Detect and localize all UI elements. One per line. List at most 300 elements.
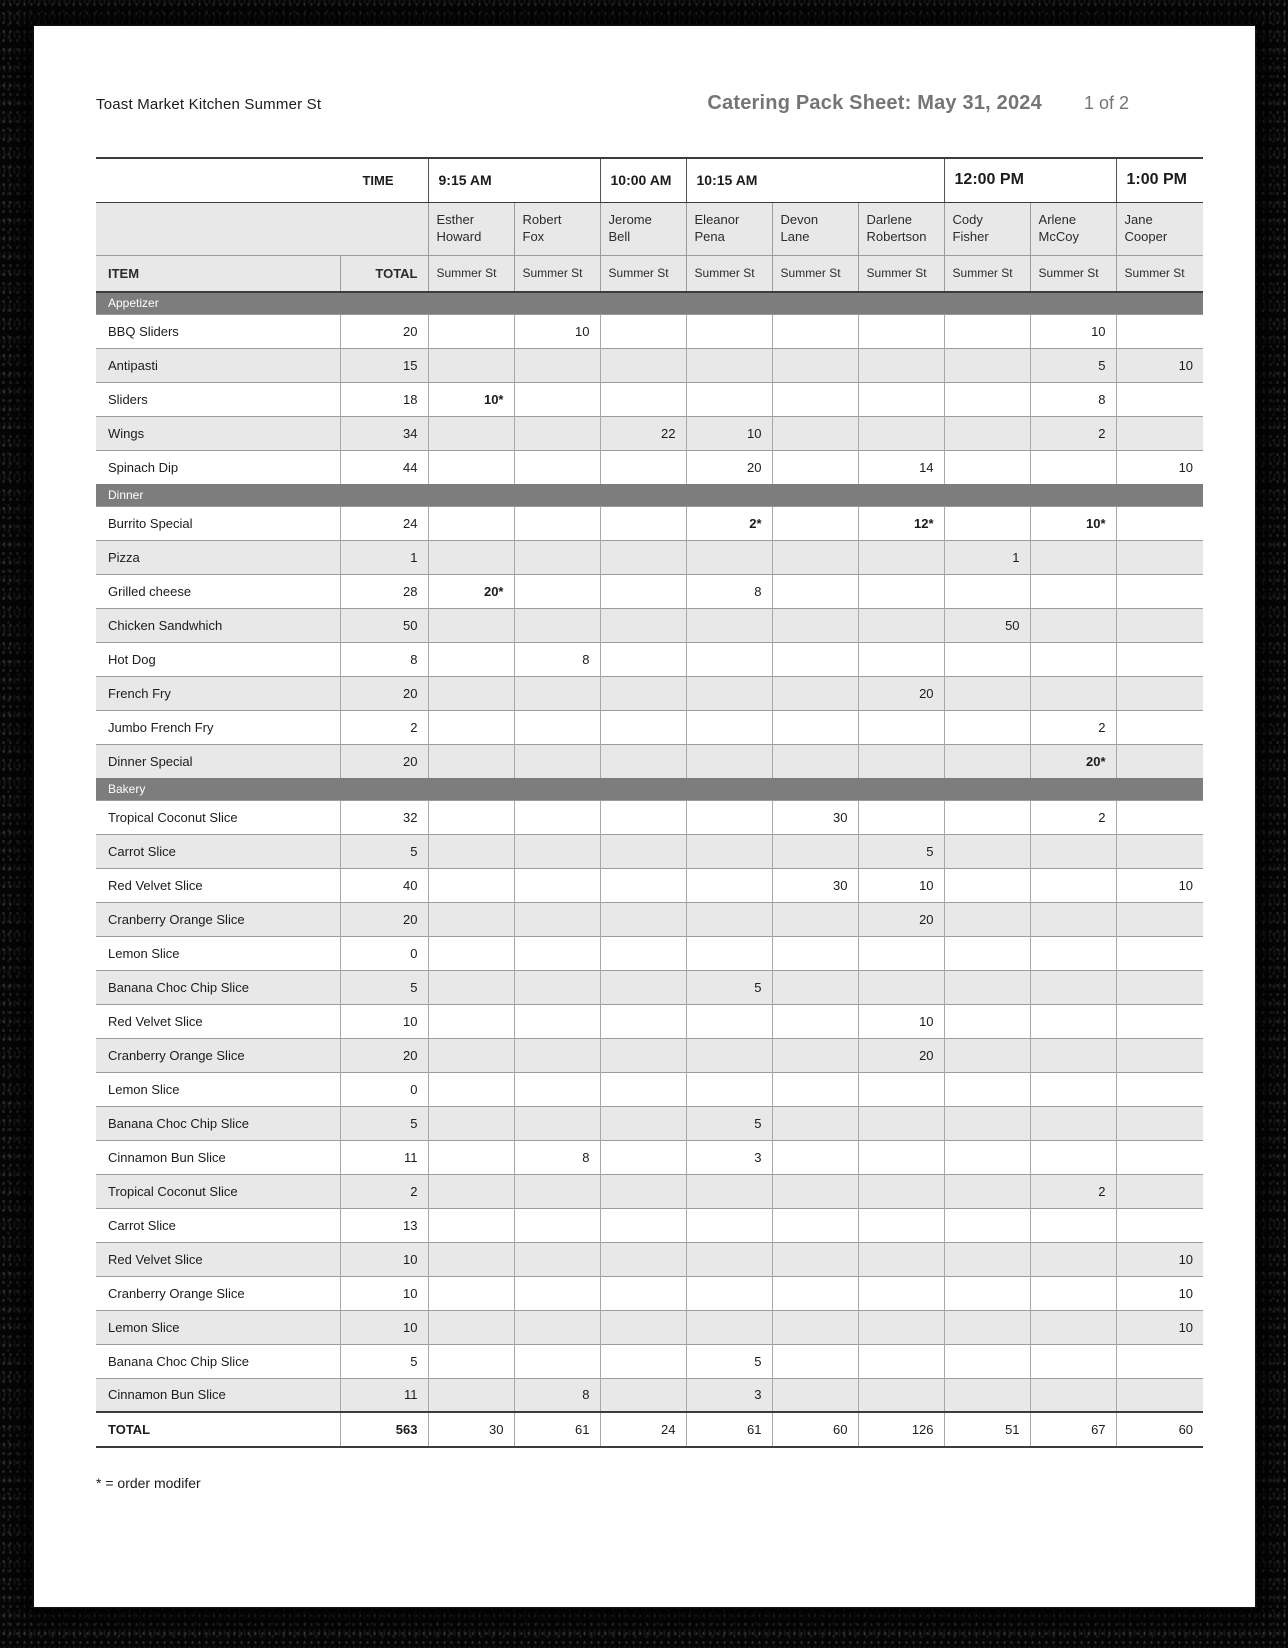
qty-cell [1030,608,1116,642]
qty-cell [944,902,1030,936]
total-column-header: TOTAL [340,255,428,292]
location-header: Summer St [428,255,514,292]
qty-cell [858,800,944,834]
qty-cell [1030,642,1116,676]
item-name-cell: Cranberry Orange Slice [96,1038,340,1072]
item-row [96,382,1203,416]
qty-cell [944,1276,1030,1310]
qty-cell: 10 [1116,868,1203,902]
qty-cell [600,902,686,936]
qty-cell [772,1072,858,1106]
qty-cell [1116,676,1203,710]
item-row [96,834,1203,868]
item-column-header: ITEM [96,255,340,292]
qty-cell [1030,1208,1116,1242]
guest-last-name: McCoy [1038,228,1079,244]
qty-cell [944,1004,1030,1038]
qty-cell: 3 [686,1378,772,1412]
qty-cell [428,506,514,540]
qty-cell [772,1378,858,1412]
qty-cell [514,1208,600,1242]
qty-cell [944,1344,1030,1378]
qty-cell [1030,1072,1116,1106]
qty-cell [772,416,858,450]
item-total-cell: 20 [340,676,428,710]
qty-cell [514,1310,600,1344]
qty-cell [600,676,686,710]
qty-cell [858,1378,944,1412]
guest-first-name: Cody [952,211,983,227]
qty-cell: 22 [600,416,686,450]
qty-cell [514,1004,600,1038]
item-name-cell: Grilled cheese [96,574,340,608]
location-header: Summer St [686,255,772,292]
item-name-cell: Red Velvet Slice [96,868,340,902]
guest-name [686,202,772,255]
qty-cell [1116,1140,1203,1174]
qty-cell: 10 [1116,1310,1203,1344]
qty-cell: 10 [1116,1242,1203,1276]
qty-cell [514,936,600,970]
qty-cell [858,1344,944,1378]
item-name-cell: Red Velvet Slice [96,1242,340,1276]
qty-cell [686,540,772,574]
modifier-footnote: * = order modifer [96,1475,201,1491]
document-page [34,26,1255,1607]
guest-name [772,202,858,255]
qty-cell [858,1106,944,1140]
page-header [96,92,1129,115]
qty-cell [686,1310,772,1344]
qty-cell [600,1378,686,1412]
location-header: Summer St [1116,255,1203,292]
qty-cell: 14 [858,450,944,484]
item-name-cell: French Fry [96,676,340,710]
qty-cell [428,676,514,710]
qty-cell [686,382,772,416]
guest-name [514,202,600,255]
guest-name [1030,202,1116,255]
qty-cell [514,1276,600,1310]
qty-cell: 30 [772,800,858,834]
qty-cell [428,314,514,348]
item-row [96,1174,1203,1208]
time-row [96,158,1203,202]
qty-cell [600,314,686,348]
location-header: Summer St [772,255,858,292]
qty-cell [772,642,858,676]
qty-cell [1116,1378,1203,1412]
qty-cell [772,1140,858,1174]
qty-cell [600,348,686,382]
section-name: Appetizer [96,292,1203,314]
qty-cell [1116,574,1203,608]
qty-cell [1030,868,1116,902]
qty-cell: 8 [514,1378,600,1412]
qty-cell [514,382,600,416]
qty-cell [858,710,944,744]
item-row [96,348,1203,382]
qty-cell: 50 [944,608,1030,642]
qty-cell [944,348,1030,382]
item-row [96,1242,1203,1276]
guest-first-name: Darlene [866,211,913,227]
qty-cell [944,834,1030,868]
qty-cell [428,834,514,868]
guest-first-name: Devon [780,211,819,227]
column-total-cell: 30 [428,1412,514,1447]
time-slot: 9:15 AM [428,158,600,202]
qty-cell: 20 [858,1038,944,1072]
qty-cell [428,1072,514,1106]
qty-cell [514,608,600,642]
qty-cell [1030,1310,1116,1344]
guest-first-name: Robert [522,211,562,227]
qty-cell [772,1276,858,1310]
item-row [96,936,1203,970]
qty-cell: 20 [686,450,772,484]
qty-cell [428,1344,514,1378]
section-name: Dinner [96,484,1203,506]
qty-cell [1116,970,1203,1004]
qty-cell [428,744,514,778]
item-name-cell: Lemon Slice [96,1072,340,1106]
qty-cell: 10* [1030,506,1116,540]
item-row [96,608,1203,642]
qty-cell [686,936,772,970]
qty-cell [686,1276,772,1310]
qty-cell [944,1208,1030,1242]
qty-cell [772,834,858,868]
qty-cell [428,1208,514,1242]
qty-cell [772,506,858,540]
column-total-cell: 60 [772,1412,858,1447]
qty-cell [772,382,858,416]
qty-cell [1030,1106,1116,1140]
item-row [96,1038,1203,1072]
qty-cell [772,1344,858,1378]
qty-cell [514,506,600,540]
guest-last-name: Robertson [866,228,927,244]
qty-cell [686,1038,772,1072]
location-header: Summer St [858,255,944,292]
qty-cell [772,1038,858,1072]
qty-cell [428,902,514,936]
item-total-cell: 5 [340,1344,428,1378]
qty-cell [858,1072,944,1106]
qty-cell [944,1378,1030,1412]
item-row [96,800,1203,834]
qty-cell [772,676,858,710]
page-number: 1 of 2 [1083,93,1129,113]
item-name-cell: Cinnamon Bun Slice [96,1378,340,1412]
guest-first-name: Jerome [608,211,652,227]
item-row [96,1106,1203,1140]
qty-cell [772,970,858,1004]
qty-cell [428,1038,514,1072]
qty-cell [944,936,1030,970]
qty-cell [600,382,686,416]
qty-cell: 20 [858,676,944,710]
qty-cell [600,710,686,744]
qty-cell [858,744,944,778]
item-total-cell: 13 [340,1208,428,1242]
item-name-cell: Dinner Special [96,744,340,778]
qty-cell [428,1004,514,1038]
qty-cell [944,506,1030,540]
qty-cell [858,1208,944,1242]
qty-cell [772,450,858,484]
qty-cell [600,1106,686,1140]
column-header-row [96,255,1203,292]
qty-cell [514,1242,600,1276]
qty-cell [428,1378,514,1412]
qty-cell: 20* [1030,744,1116,778]
names-row-spacer [96,202,428,255]
item-total-cell: 5 [340,970,428,1004]
qty-cell [772,1004,858,1038]
qty-cell [944,710,1030,744]
item-row [96,416,1203,450]
qty-cell [858,936,944,970]
item-total-cell: 32 [340,800,428,834]
qty-cell [428,868,514,902]
item-name-cell: Cranberry Orange Slice [96,902,340,936]
section-header-row [96,484,1203,506]
item-row [96,710,1203,744]
qty-cell [686,314,772,348]
qty-cell [514,710,600,744]
qty-cell [772,540,858,574]
qty-cell [514,834,600,868]
qty-cell [514,970,600,1004]
location-header: Summer St [944,255,1030,292]
grand-total-row [96,1412,1203,1447]
qty-cell [686,1004,772,1038]
section-name: Bakery [96,778,1203,800]
item-total-cell: 20 [340,744,428,778]
qty-cell [1116,1344,1203,1378]
qty-cell [858,314,944,348]
item-total-cell: 15 [340,348,428,382]
item-total-cell: 40 [340,868,428,902]
qty-cell [686,902,772,936]
qty-cell [1116,1004,1203,1038]
qty-cell [944,970,1030,1004]
qty-cell [944,800,1030,834]
item-row [96,642,1203,676]
guest-last-name: Fox [522,228,545,244]
qty-cell: 1 [944,540,1030,574]
qty-cell: 10 [514,314,600,348]
qty-cell [1116,1072,1203,1106]
item-row [96,1310,1203,1344]
qty-cell [514,1344,600,1378]
qty-cell [514,574,600,608]
item-name-cell: Wings [96,416,340,450]
qty-cell [514,1072,600,1106]
qty-cell [686,676,772,710]
qty-cell [600,506,686,540]
qty-cell [1116,540,1203,574]
qty-cell [1030,1344,1116,1378]
grand-total-sum: 563 [340,1412,428,1447]
qty-cell [1030,970,1116,1004]
item-name-cell: Hot Dog [96,642,340,676]
qty-cell [1116,902,1203,936]
qty-cell [772,1242,858,1276]
guest-name [428,202,514,255]
qty-cell: 5 [858,834,944,868]
qty-cell [1116,710,1203,744]
item-name-cell: Banana Choc Chip Slice [96,1344,340,1378]
qty-cell [1030,540,1116,574]
qty-cell [772,574,858,608]
column-total-cell: 60 [1116,1412,1203,1447]
qty-cell [1030,450,1116,484]
qty-cell [1030,834,1116,868]
item-name-cell: Carrot Slice [96,1208,340,1242]
qty-cell [858,1242,944,1276]
qty-cell: 8 [514,1140,600,1174]
time-slot: 12:00 PM [944,158,1116,202]
guest-last-name: Cooper [1124,228,1168,244]
item-total-cell: 34 [340,416,428,450]
item-name-cell: Cranberry Orange Slice [96,1276,340,1310]
item-total-cell: 2 [340,710,428,744]
qty-cell [514,348,600,382]
qty-cell: 2 [1030,800,1116,834]
qty-cell [1030,1378,1116,1412]
qty-cell [686,710,772,744]
qty-cell [600,1174,686,1208]
qty-cell: 12* [858,506,944,540]
qty-cell [944,574,1030,608]
qty-cell [944,1242,1030,1276]
qty-cell [1030,902,1116,936]
guest-last-name: Howard [436,228,482,244]
qty-cell [600,642,686,676]
qty-cell [944,1310,1030,1344]
item-total-cell: 28 [340,574,428,608]
qty-cell [1116,1106,1203,1140]
qty-cell [772,902,858,936]
qty-cell [1030,1276,1116,1310]
qty-cell: 8 [1030,382,1116,416]
qty-cell [686,1174,772,1208]
qty-cell [944,1038,1030,1072]
qty-cell [428,416,514,450]
qty-cell [514,800,600,834]
qty-cell [428,642,514,676]
qty-cell: 2 [1030,710,1116,744]
item-name-cell: Tropical Coconut Slice [96,1174,340,1208]
item-name-cell: Lemon Slice [96,936,340,970]
sheet-title: Catering Pack Sheet: May 31, 2024 [707,92,1042,114]
qty-cell [686,834,772,868]
qty-cell [600,1038,686,1072]
qty-cell [858,416,944,450]
item-name-cell: Cinnamon Bun Slice [96,1140,340,1174]
qty-cell: 10 [1030,314,1116,348]
header-right [707,92,1129,115]
item-name-cell: Banana Choc Chip Slice [96,1106,340,1140]
section-header-row [96,778,1203,800]
qty-cell: 2 [1030,1174,1116,1208]
qty-cell [600,868,686,902]
item-name-cell: Lemon Slice [96,1310,340,1344]
qty-cell [858,1310,944,1344]
qty-cell [944,382,1030,416]
qty-cell [514,676,600,710]
section-header-row [96,292,1203,314]
item-total-cell: 18 [340,382,428,416]
qty-cell [944,1174,1030,1208]
qty-cell [600,574,686,608]
qty-cell: 5 [686,1344,772,1378]
guest-name [944,202,1030,255]
location-header: Summer St [1030,255,1116,292]
item-row [96,744,1203,778]
item-name-cell: Antipasti [96,348,340,382]
qty-cell [1116,1174,1203,1208]
time-slot: 1:00 PM [1116,158,1203,202]
qty-cell [514,902,600,936]
item-total-cell: 20 [340,314,428,348]
pack-sheet-table [96,157,1203,1448]
item-total-cell: 5 [340,834,428,868]
item-row [96,314,1203,348]
qty-cell: 10* [428,382,514,416]
guest-first-name: Eleanor [694,211,740,227]
qty-cell [686,642,772,676]
qty-cell [600,1208,686,1242]
column-total-cell: 61 [514,1412,600,1447]
qty-cell [600,936,686,970]
qty-cell [600,800,686,834]
qty-cell [858,608,944,642]
guest-last-name: Fisher [952,228,989,244]
qty-cell: 10 [1116,450,1203,484]
qty-cell: 5 [686,970,772,1004]
item-name-cell: Jumbo French Fry [96,710,340,744]
qty-cell [858,574,944,608]
item-row [96,574,1203,608]
qty-cell [1116,834,1203,868]
item-total-cell: 2 [340,1174,428,1208]
item-row [96,450,1203,484]
qty-cell: 2* [686,506,772,540]
guest-name [858,202,944,255]
item-total-cell: 8 [340,642,428,676]
item-total-cell: 24 [340,506,428,540]
qty-cell [600,450,686,484]
qty-cell: 5 [1030,348,1116,382]
qty-cell [428,348,514,382]
guest-first-name: Arlene [1038,211,1077,227]
pack-sheet-body [96,158,1203,1447]
qty-cell [1030,1140,1116,1174]
grand-total-label: TOTAL [96,1412,340,1447]
qty-cell [1116,1208,1203,1242]
item-row [96,1072,1203,1106]
qty-cell [858,1174,944,1208]
item-name-cell: Carrot Slice [96,834,340,868]
item-row [96,1276,1203,1310]
qty-cell [944,1072,1030,1106]
item-name-cell: Sliders [96,382,340,416]
guest-last-name: Pena [694,228,725,244]
